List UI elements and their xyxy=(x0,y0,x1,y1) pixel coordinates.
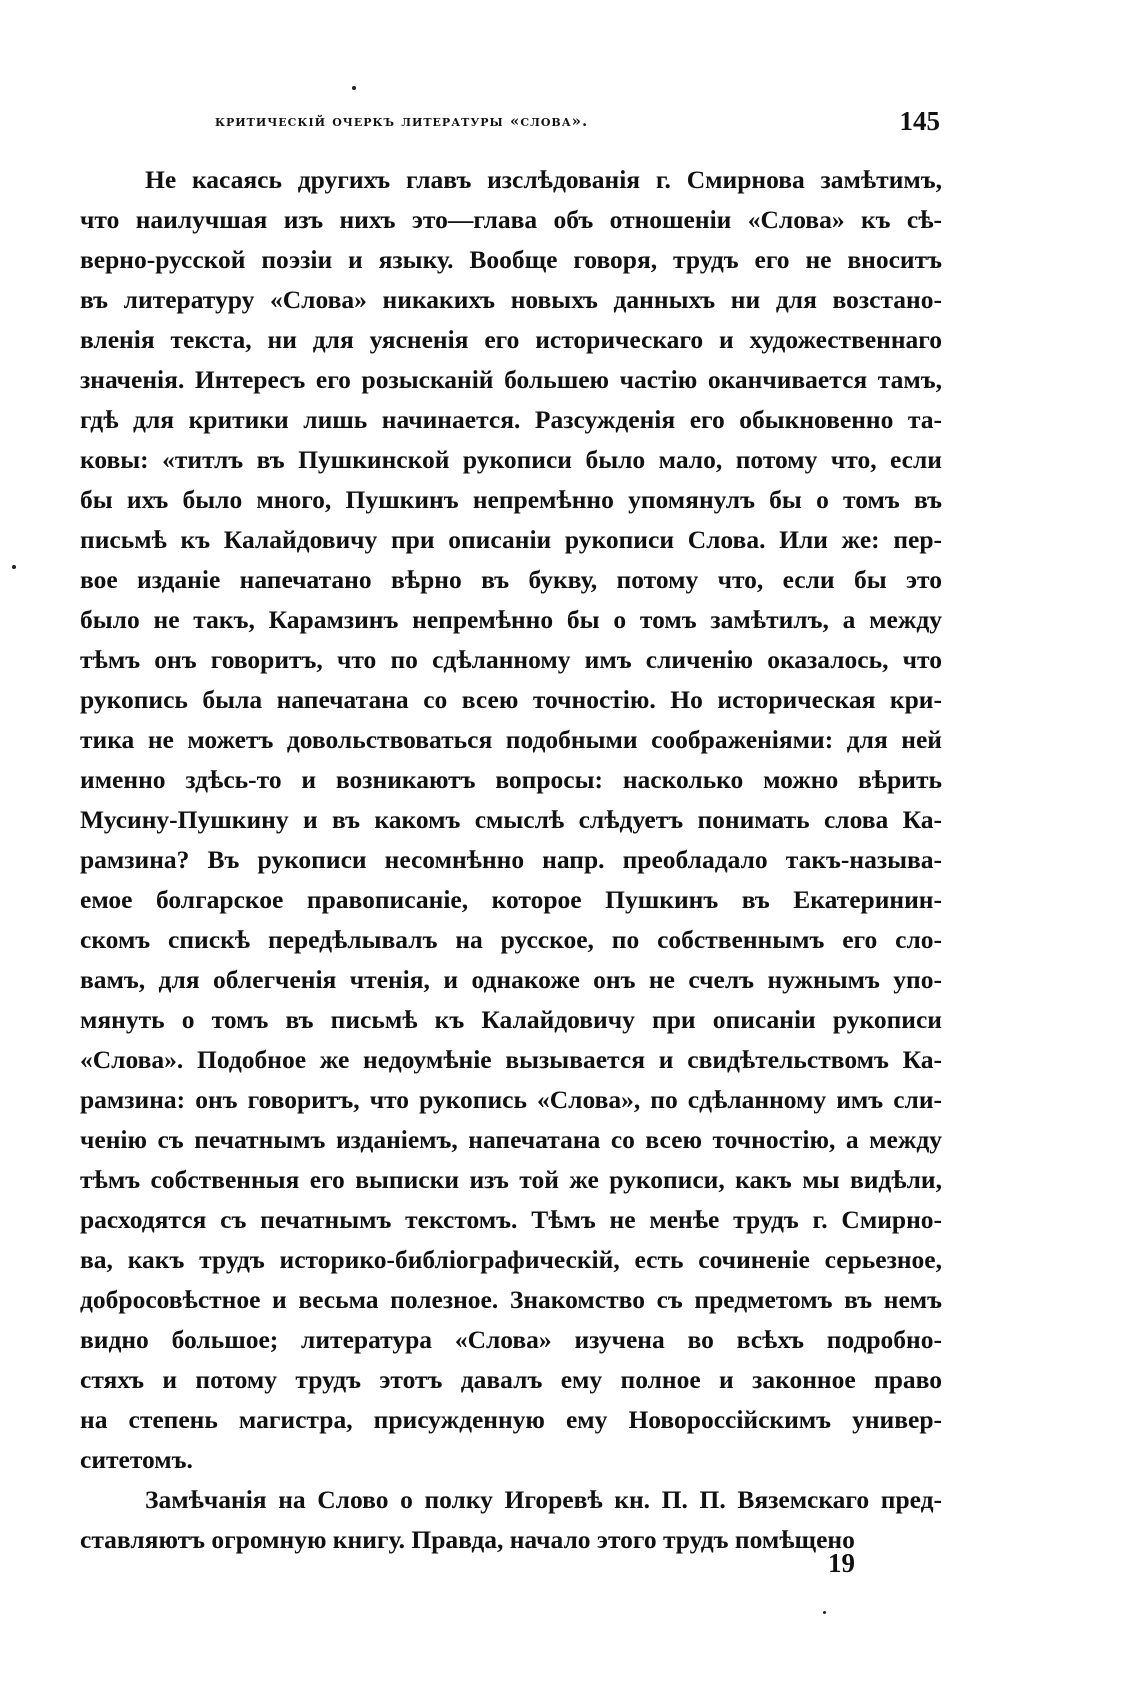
paragraph xyxy=(80,160,942,1480)
text-line: гдѣ для критики лишь начинается. Разсужденія его обыкновенно та- xyxy=(80,405,942,434)
text-line: тѣмъ онъ говоритъ, что по сдѣланному имъ сличенію оказалось, что xyxy=(80,645,942,674)
text-line: на степень магистра, присужденную ему Новороссійскимъ универ- xyxy=(80,1405,942,1434)
text-line: Замѣчанія на Слово о полку Игоревѣ кн. П. П. Вяземскаго пред- xyxy=(145,1485,942,1514)
text-line: ставляютъ огромную книгу. Правда, начало этого трудъ помѣщено xyxy=(80,1525,855,1554)
text-line: значенія. Интересъ его розысканій большею частію оканчивается тамъ, xyxy=(80,365,942,394)
text-line: Мусину-Пушкину и въ какомъ смыслѣ слѣдуетъ понимать слова Ка- xyxy=(80,805,942,834)
text-line: емое болгарское правописаніе, которое Пушкинъ въ Екатеринин- xyxy=(80,885,942,914)
text-line: добросовѣстное и весьма полезное. Знакомство съ предметомъ въ немъ xyxy=(80,1285,942,1314)
text-line: стяхъ и потому трудъ этотъ давалъ ему полное и законное право xyxy=(80,1365,942,1394)
text-line: «Слова». Подобное же недоумѣніе вызывается и свидѣтельствомъ Ка- xyxy=(80,1045,942,1074)
paragraph xyxy=(80,1480,942,1560)
text-line: именно здѣсь-то и возникаютъ вопросы: насколько можно вѣрить xyxy=(80,765,942,794)
text-line: рамзина? Въ рукописи несомнѣнно напр. преобладало такъ-называ- xyxy=(80,845,942,874)
text-line: ва, какъ трудъ историко-библіографическій, есть сочиненіе серьезное, xyxy=(80,1245,942,1274)
body-text xyxy=(80,160,942,1560)
text-line: рамзина: онъ говоритъ, что рукопись «Слова», по сдѣланному имъ сли- xyxy=(80,1085,942,1114)
text-line: мянуть о томъ въ письмѣ къ Калайдовичу при описаніи рукописи xyxy=(80,1005,942,1034)
text-line: вамъ, для облегченія чтенія, и однакоже онъ не счелъ нужнымъ упо- xyxy=(80,965,942,994)
text-line: скомъ спискѣ передѣлывалъ на русское, по собственнымъ его сло- xyxy=(80,925,942,954)
running-title: критическій очеркъ литературы «слова». xyxy=(215,112,589,130)
text-line: вленія текста, ни для уясненія его историческаго и художественнаго xyxy=(80,325,942,354)
print-speck xyxy=(352,86,356,90)
text-line: письмѣ къ Калайдовичу при описаніи рукописи Слова. Или же: пер- xyxy=(80,525,942,554)
print-speck xyxy=(823,1611,826,1614)
text-line: видно большое; литература «Слова» изучена во всѣхъ подробно- xyxy=(80,1325,942,1354)
text-line: вое изданіе напечатано вѣрно въ букву, потому что, если бы это xyxy=(80,565,942,594)
print-speck xyxy=(12,565,16,569)
text-line: расходятся съ печатнымъ текстомъ. Тѣмъ не менѣе трудъ г. Смирно- xyxy=(80,1205,942,1234)
text-line: рукопись была напечатана со всею точностію. Но историческая кри- xyxy=(80,685,942,714)
text-line: Не касаясь другихъ главъ изслѣдованія г. Смирнова замѣтимъ, xyxy=(145,165,942,194)
text-line: ченію съ печатнымъ изданіемъ, напечатана со всею точностію, а между xyxy=(80,1125,942,1154)
text-line: тѣмъ собственныя его выписки изъ той же рукописи, какъ мы видѣли, xyxy=(80,1165,942,1194)
page-number: 145 xyxy=(899,106,940,136)
text-line: ситетомъ. xyxy=(80,1445,193,1474)
text-line: было не такъ, Карамзинъ непремѣнно бы о томъ замѣтилъ, а между xyxy=(80,605,942,634)
running-head xyxy=(215,106,940,142)
text-line: ковы: «титлъ въ Пушкинской рукописи было мало, потому что, если xyxy=(80,445,942,474)
signature-mark: 19 xyxy=(828,1548,855,1578)
text-line: бы ихъ было много, Пушкинъ непремѣнно упомянулъ бы о томъ въ xyxy=(80,485,942,514)
text-line: въ литературу «Слова» никакихъ новыхъ данныхъ ни для возстано- xyxy=(80,285,942,314)
text-line: что наилучшая изъ нихъ это—глава объ отношеніи «Слова» къ сѣ- xyxy=(80,205,942,234)
text-line: тика не можетъ довольствоваться подобными соображеніями: для ней xyxy=(80,725,942,754)
text-line: верно-русской поэзіи и языку. Вообще говоря, трудъ его не вноситъ xyxy=(80,245,942,274)
